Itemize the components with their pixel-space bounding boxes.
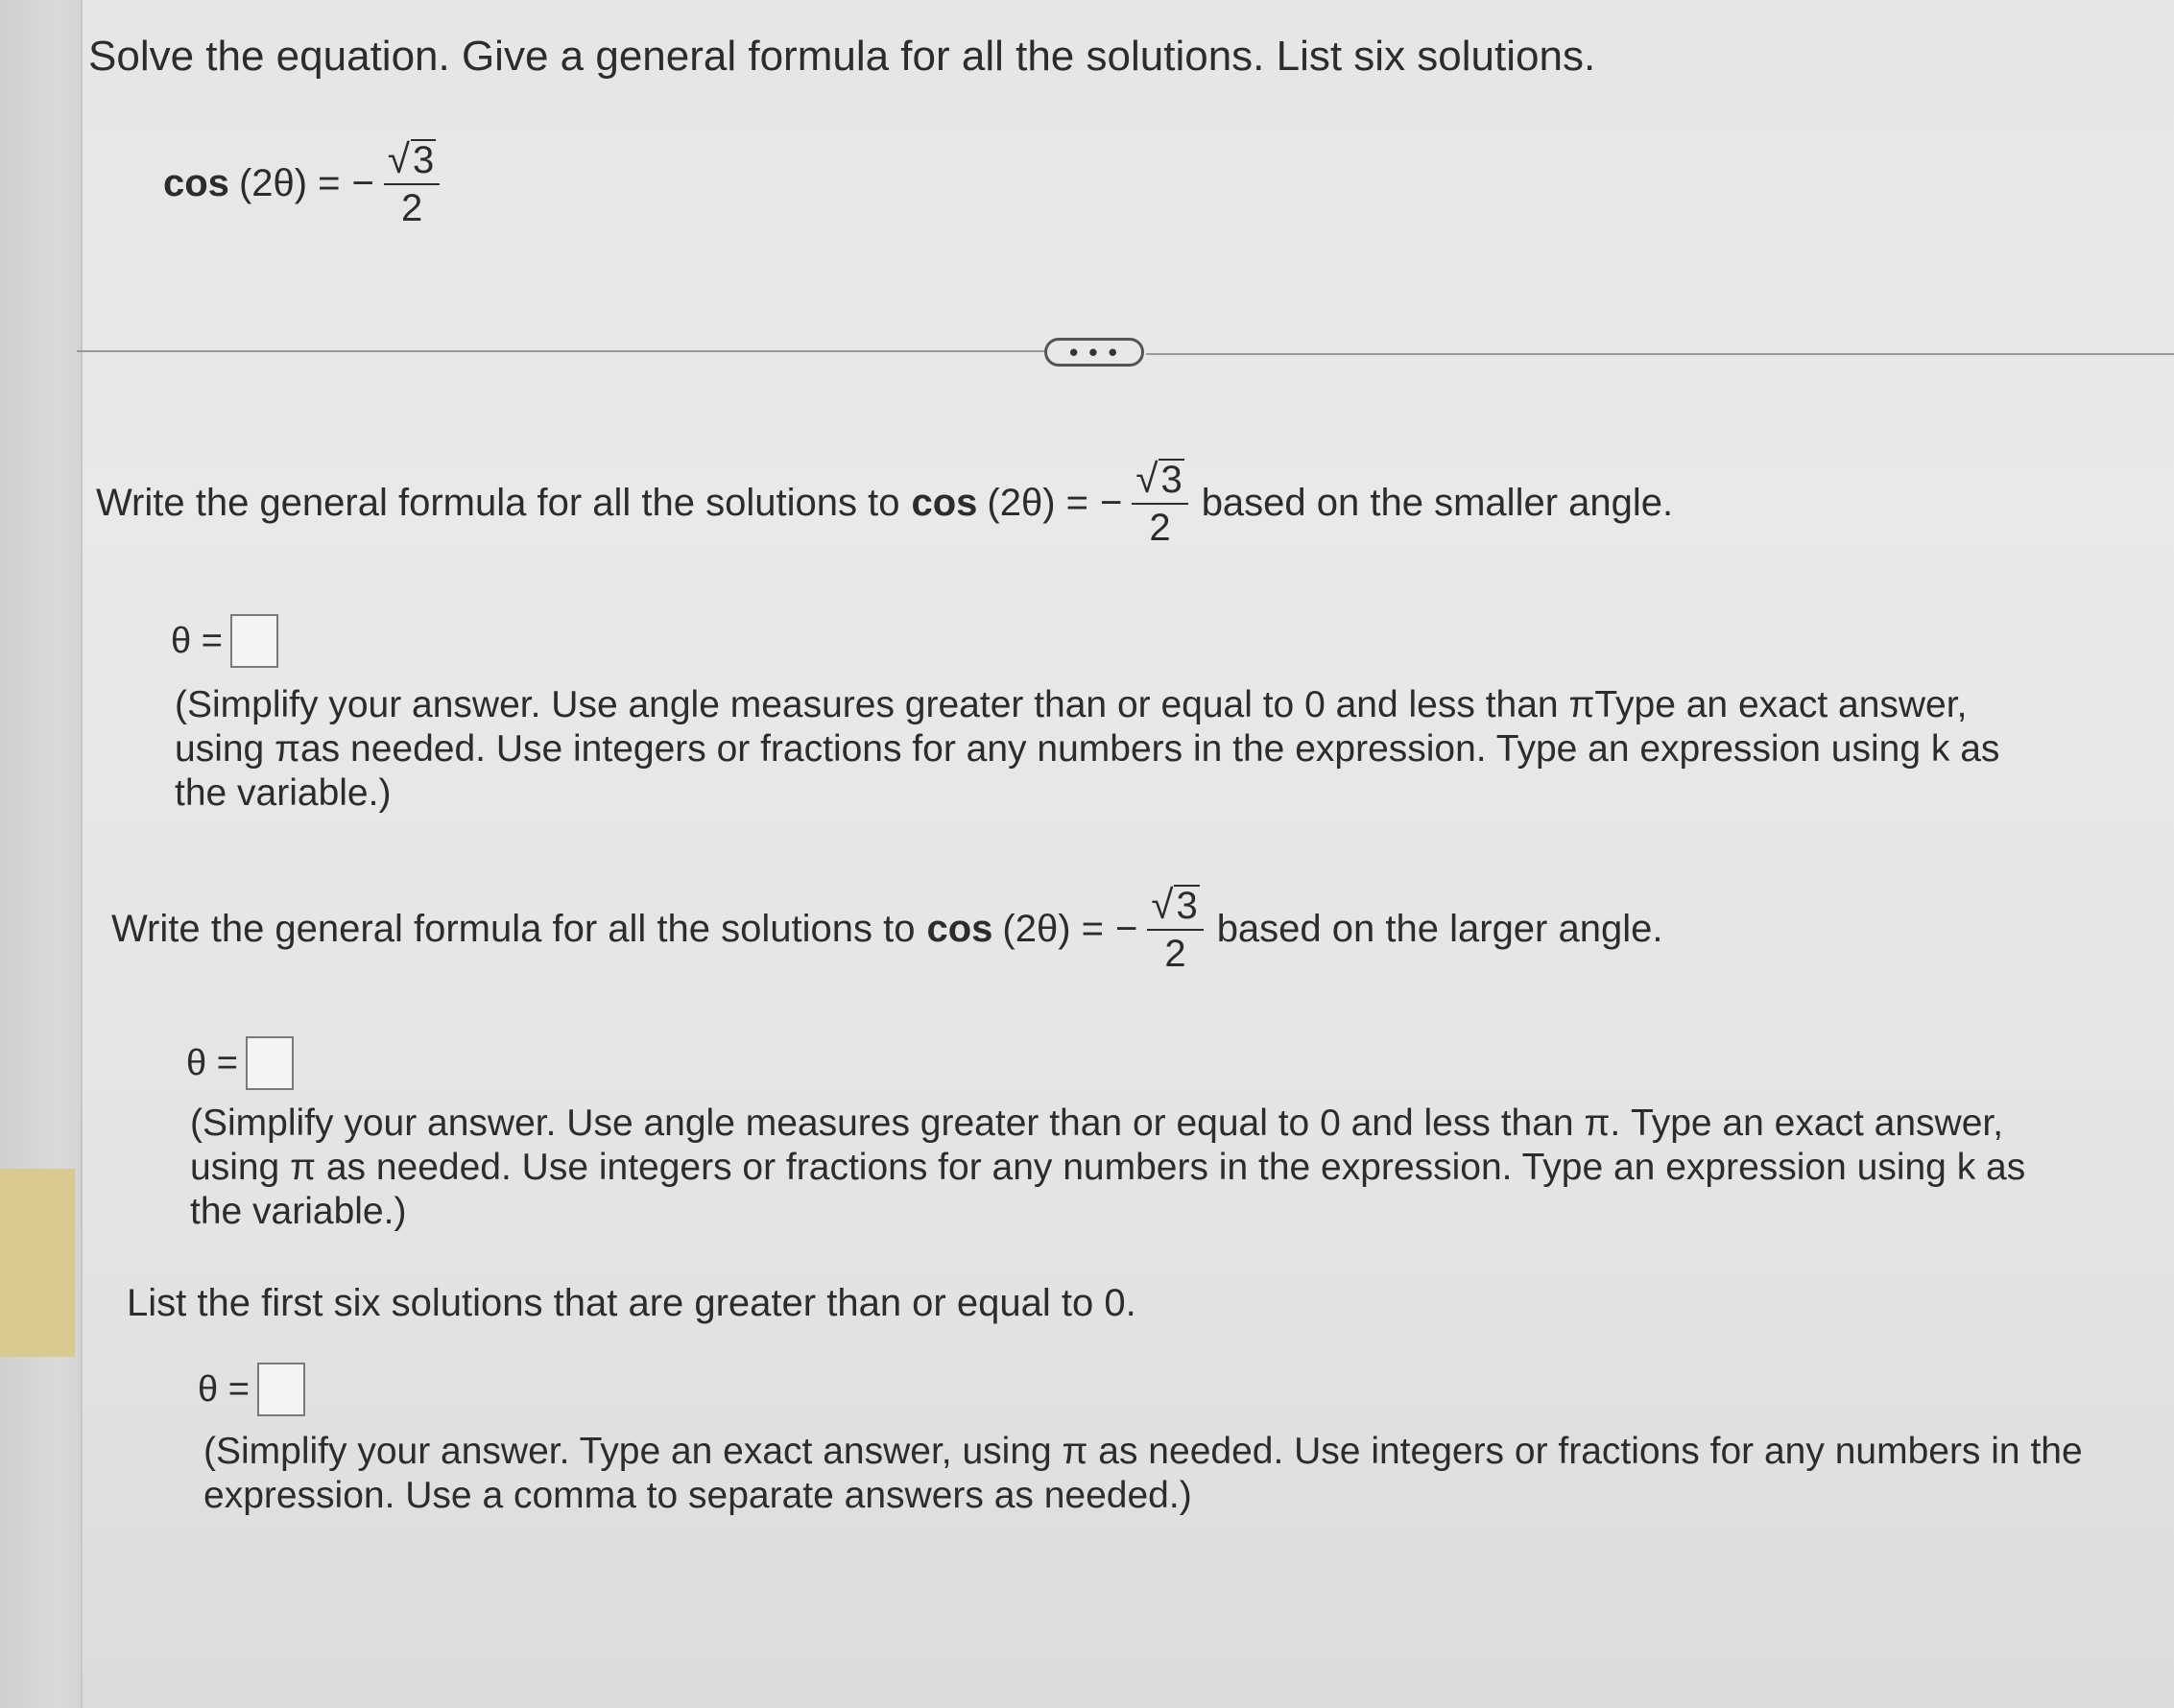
part2-hint [190, 1102, 2025, 1234]
part2-prompt-text: Write the general formula for all the solutions to [111, 907, 916, 950]
radicand: 3 [412, 139, 435, 181]
theta-label: θ = [186, 1042, 238, 1083]
hint-line: expression. Use a comma to separate answers as needed.) [203, 1475, 1192, 1516]
part3-answer-input[interactable] [257, 1363, 305, 1416]
question-title: Solve the equation. Give a general formula for all the solutions. List six solutions. [88, 33, 1596, 80]
main-equation [163, 136, 440, 229]
part2-prompt-suffix: based on the larger angle. [1216, 907, 1663, 950]
part1-answer-input[interactable] [230, 614, 278, 668]
part1-prompt-suffix: based on the smaller angle. [1201, 481, 1674, 524]
left-margin-strip [0, 0, 83, 1708]
hint-line: using πas needed. Use integers or fractions for any numbers in the expression. Type an expression using k as [175, 728, 2000, 770]
fraction-numerator [384, 136, 440, 185]
fraction-numerator [1132, 456, 1187, 505]
theta-label: θ = [171, 620, 223, 661]
fraction-numerator [1147, 882, 1203, 931]
fraction-denominator: 2 [1149, 507, 1171, 549]
fraction [1132, 456, 1187, 549]
equation-argument: (2θ) = [1002, 907, 1105, 950]
part1-prompt-text: Write the general formula for all the solutions to [96, 481, 900, 524]
part3-answer-row [198, 1363, 305, 1416]
part3-hint [203, 1430, 2083, 1518]
minus-sign: − [1100, 481, 1123, 524]
minus-sign: − [351, 161, 374, 204]
fraction-denominator: 2 [1164, 933, 1186, 975]
fraction [384, 136, 440, 229]
hint-line: using π as needed. Use integers or fractions for any numbers in the expression. Type an expression using k as [190, 1147, 2026, 1188]
hint-line: the variable.) [175, 772, 392, 814]
side-tab [0, 1169, 75, 1357]
part2-prompt [111, 882, 1663, 975]
hint-line: the variable.) [190, 1191, 407, 1232]
radicand: 3 [1160, 459, 1183, 501]
part1-answer-row [171, 614, 278, 668]
hint-line: (Simplify your answer. Type an exact answer, using π as needed. Use integers or fractions for any numbers in the [203, 1431, 2083, 1472]
minus-sign: − [1115, 907, 1138, 950]
part2-answer-input[interactable] [246, 1036, 294, 1090]
cos-function: cos [163, 161, 229, 204]
sqrt-symbol: √ [387, 136, 410, 181]
part3-prompt: List the first six solutions that are greater than or equal to 0. [127, 1282, 1136, 1324]
sqrt-symbol: √ [1135, 456, 1159, 501]
equation-argument: (2θ) = [238, 161, 341, 204]
part2-answer-row [186, 1036, 294, 1090]
cos-function: cos [911, 481, 978, 524]
hint-line: (Simplify your answer. Use angle measures greater than or equal to 0 and less than πType an exact answer, [175, 684, 1968, 725]
equation-argument: (2θ) = [987, 481, 1089, 524]
hint-line: (Simplify your answer. Use angle measures greater than or equal to 0 and less than π. Type an exact answer, [190, 1103, 2004, 1144]
cos-function: cos [926, 907, 993, 950]
theta-label: θ = [198, 1368, 250, 1410]
part1-hint [175, 683, 1999, 816]
fraction [1147, 882, 1203, 975]
more-options-button[interactable]: • • • [1044, 338, 1144, 367]
fraction-denominator: 2 [400, 187, 423, 229]
section-divider [1146, 353, 2174, 355]
section-divider [77, 350, 1046, 352]
radicand: 3 [1176, 885, 1198, 927]
sqrt-symbol: √ [1151, 882, 1174, 927]
part1-prompt [96, 456, 1674, 549]
